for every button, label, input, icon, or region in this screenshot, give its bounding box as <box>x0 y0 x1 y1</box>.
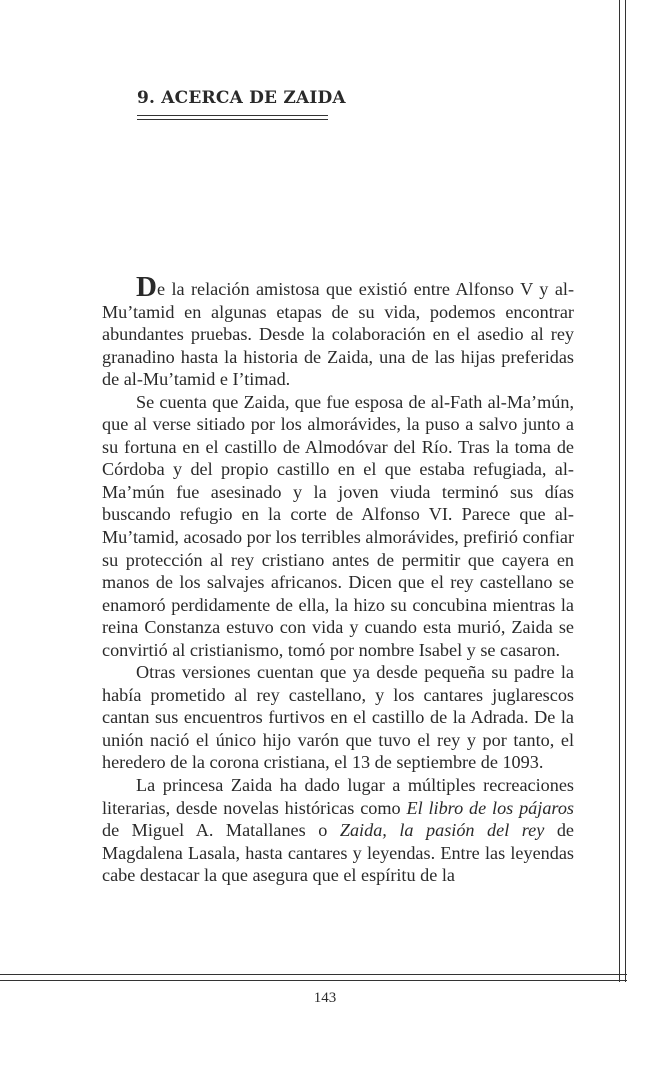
paragraph-4 <box>102 774 574 887</box>
paragraph-1 <box>102 271 574 391</box>
paragraph-4-text-c: de Miguel A. Matallanes o <box>102 820 340 841</box>
paragraph-2: Se cuenta que Zaida, que fue esposa de al-Fath al-Ma’mún, que al verse sitiado por los almorávides, la puso a salvo junto a su fortuna en el castillo de Almodóvar del Río. Tras la toma de Córdoba y del propio castillo en el que estaba refugiada, al-Ma’mún fue asesinado y la joven viuda terminó sus días buscando refugio en la corte de Alfonso VI. Parece que al-Mu’tamid, acosado por los terribles almorávides, prefirió confiar su protección al rey cristiano antes de permitir que cayera en manos de los salvajes africanos. Dicen que el rey castellano se enamoró perdidamente de ella, la hizo su concubina mientras la reina Constanza estuvo con vida y cuando esta murió, Zaida se convirtió al cristianismo, tomó por nombre Isabel y se casaron. <box>102 391 574 660</box>
page-frame-right-rule <box>619 0 626 982</box>
page-number: 143 <box>313 990 337 1006</box>
drop-cap: D <box>136 271 157 303</box>
book-title-zaida: Zaida, la pasión del rey <box>339 820 545 841</box>
paragraph-4-text-e: de Magdalena Lasala, hasta cantares y leyendas. Entre las leyendas cabe destacar la que asegura que el espíritu de la <box>102 820 574 886</box>
paragraph-3: Otras versiones cuentan que ya desde pequeña su padre la había prometido al rey castellano, y los cantares juglarescos cantan sus encuentros furtivos en el castillo de la Adrada. De la unión nació el único hijo varón que tuvo el rey y por tanto, el heredero de la corona cristiana, el 13 de septiembre de 1093. <box>102 662 574 773</box>
title-underline <box>137 115 328 120</box>
page-frame-bottom-rule <box>0 974 627 981</box>
paragraph-1-text: e la relación amistosa que existió entre Alfonso V y al-Mu’tamid en algunas etapas de su vida, podemos encontrar abundantes pruebas. Desde la colaboración en el asedio al rey granadino hasta la historia de Zaida, una de las hijas preferidas de al-Mu’tamid e I’timad. <box>102 279 574 390</box>
book-title-libro-de-los-pajaros: El libro de los pájaros <box>406 797 574 818</box>
paragraph-4-text-a: La princesa Zaida ha dado lugar a múltiples recreaciones literarias, desde novelas históricas como <box>102 775 574 818</box>
chapter-title: 9. ACERCA DE ZAIDA <box>137 88 346 108</box>
body-text <box>102 271 574 887</box>
